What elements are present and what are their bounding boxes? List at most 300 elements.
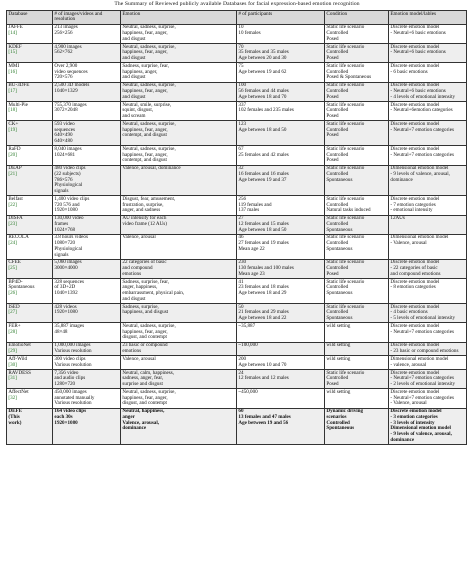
cell-line: Posed & Spontaneous: [326, 74, 372, 81]
cell-line: 3.8 hours videos: [54, 234, 88, 241]
table-body: [7, 24, 467, 444]
cell-line: 24: [238, 369, 244, 376]
cell-line: Discrete emotion model: [390, 388, 440, 395]
table-row: [7, 165, 467, 196]
database-name: EmotioNet: [8, 342, 31, 349]
cell-line: 21 females and 29 males: [238, 309, 289, 316]
cell-condition: [325, 44, 389, 63]
cell-condition: [325, 369, 389, 388]
cell-line: 12AUs: [390, 215, 405, 222]
cell-line: sequences: [54, 126, 76, 133]
cell-line: scenarios: [326, 413, 347, 420]
cell-line: Controlled: [326, 265, 349, 272]
cell-emotion: [121, 102, 237, 121]
table-header-row: [7, 11, 467, 25]
cell-line: 256×256: [54, 30, 73, 37]
cell-line: 23 females and 18 males: [238, 284, 289, 291]
cell-line: - 8 emotion categories: [390, 284, 436, 291]
cell-line: 3072×2048: [54, 107, 78, 114]
cell-emotion-model: [389, 196, 467, 215]
cell-line: Static life scenario: [326, 303, 365, 310]
cell-emotion-model: [389, 389, 467, 408]
database-name: DEFE: [8, 408, 22, 415]
cell-line: Static life scenario: [326, 369, 365, 376]
cell-line: 562×762: [54, 49, 73, 56]
header-images-videos: # of images/videos and resolution: [53, 11, 121, 25]
cell-emotion: [121, 63, 237, 82]
cell-line: Posed: [326, 113, 339, 119]
cell-participants: [237, 82, 325, 101]
citation-link[interactable]: [24]: [8, 240, 17, 247]
cell-line: Age between 18 and 70: [238, 93, 287, 100]
database-name: DEAP: [8, 165, 22, 172]
cell-emotion-model: [389, 63, 467, 82]
cell-line: Neutral, smile, surprise,: [122, 101, 172, 108]
citation-link[interactable]: [27]: [8, 309, 17, 316]
cell-database: [7, 215, 53, 234]
cell-condition: [325, 215, 389, 234]
cell-participants: [237, 234, 325, 259]
cell-participants: [237, 215, 325, 234]
cell-participants: [237, 24, 325, 43]
cell-line: Valence, arousal, dominance: [122, 165, 181, 172]
cell-line: Static life scenario: [326, 43, 365, 50]
table-row: [7, 234, 467, 259]
cell-line: Dimensional emotion model: [390, 165, 449, 172]
database-name: RAVDESS: [8, 369, 31, 376]
cell-emotion: [121, 389, 237, 408]
cell-line: Valence, arousal: [122, 355, 156, 362]
cell-line: - 9 levels of valence, arousal,: [390, 170, 450, 177]
cell-resolution: [53, 356, 121, 370]
cell-line: 1040×1329: [54, 88, 78, 94]
cell-line: 56 females and 44 males: [238, 88, 289, 94]
cell-line: 230: [238, 259, 247, 266]
cell-line: - 9 levels of valence, arousal,: [390, 430, 452, 437]
cell-line: - Neutral+7 emotion categories: [390, 394, 454, 401]
cell-line: - Neutral+6 basic emotions: [390, 30, 446, 37]
cell-line: annotated manually: [54, 394, 95, 401]
citation-link[interactable]: [16]: [8, 68, 17, 75]
cell-line: frames: [54, 220, 69, 227]
header-participants: # of participants: [237, 11, 325, 25]
database-name: DISFA: [8, 215, 23, 222]
cell-line: sadness, anger, fear,: [122, 375, 164, 382]
cell-line: and disgust: [122, 74, 146, 81]
cell-participants: [237, 304, 325, 323]
cell-line: 22 categories of basic: [122, 259, 167, 266]
cell-line: Static life scenario: [326, 82, 365, 89]
cell-line: - valence, arousal: [390, 361, 427, 368]
cell-line: Neutral, sadness, surprise,: [122, 120, 176, 127]
cell-participants: [237, 259, 325, 278]
cell-participants: [237, 102, 325, 121]
citation-link[interactable]: [21]: [8, 170, 17, 177]
cell-emotion-model: [389, 259, 467, 278]
cell-line: 12 females and 15 males: [238, 220, 289, 227]
cell-line: Controlled: [326, 284, 349, 291]
cell-line: - emotional intensity: [390, 207, 433, 214]
cell-line: Valence, arousal,: [122, 419, 160, 426]
cell-condition: [325, 24, 389, 43]
cell-emotion: [121, 234, 237, 259]
cell-database: [7, 279, 53, 304]
cell-line: 46: [238, 234, 244, 241]
cell-line: - Neutral+7 emotion categories: [390, 328, 454, 335]
table-row: [7, 369, 467, 388]
cell-line: 1920×1080: [54, 419, 78, 426]
cell-line: 755,370 images: [54, 101, 87, 108]
cell-line: 35,887 images: [54, 323, 85, 330]
cell-emotion: [121, 259, 237, 278]
cell-resolution: [53, 215, 121, 234]
cell-line: 32: [238, 165, 244, 172]
cell-line: Neutral, sadness, surprise,: [122, 43, 176, 50]
cell-line: 1080×720: [54, 240, 76, 247]
cell-line: Controlled: [326, 68, 349, 75]
cell-line: 60: [238, 408, 244, 415]
cell-emotion-model: [389, 146, 467, 165]
table-row: [7, 408, 467, 444]
cell-line: Age between 20 and 30: [238, 55, 287, 62]
cell-line: Sadness, surprise, fear,: [122, 278, 170, 285]
cell-line: dominance: [390, 176, 413, 183]
cell-line: Spontaneous: [326, 290, 353, 297]
cell-participants: [237, 323, 325, 342]
citation-link[interactable]: [25]: [8, 265, 17, 272]
cell-line: Posed: [326, 35, 339, 42]
citation-link[interactable]: [14]: [8, 30, 17, 37]
database-name: JAFFE: [8, 24, 23, 31]
table-row: [7, 102, 467, 121]
cell-line: Physiological: [54, 245, 83, 252]
cell-line: of 3D+2D: [54, 284, 76, 291]
cell-line: Static life scenario: [326, 101, 365, 108]
cell-line: AU intensity for each: [122, 215, 167, 222]
cell-line: Age between 19 and 56: [238, 419, 289, 426]
cell-line: frustration, surprise,: [122, 201, 164, 208]
cell-line: ~35,887: [238, 323, 256, 330]
cell-line: emotions: [122, 348, 142, 355]
cell-line: Age between 19 and 37: [238, 176, 287, 183]
cell-database: [7, 146, 53, 165]
cell-line: Posed: [326, 55, 339, 62]
cell-line: Age between 19 and 62: [238, 68, 287, 75]
cell-line: Static life scenario: [326, 195, 365, 202]
cell-line: Controlled: [326, 49, 349, 56]
cell-resolution: [53, 389, 121, 408]
cell-participants: [237, 196, 325, 215]
cell-participants: [237, 279, 325, 304]
cell-line: 8,040 images: [54, 145, 82, 152]
cell-line: Neutral, happiness,: [122, 408, 165, 415]
cell-line: happiness, fear, anger,: [122, 394, 168, 401]
cell-line: Mean age 23: [238, 270, 265, 277]
cell-line: happiness, fear, anger,: [122, 151, 168, 158]
citation-link[interactable]: [15]: [8, 49, 17, 56]
cell-line: Discrete emotion model: [390, 259, 440, 266]
cell-line: happiness, fear, anger,: [122, 88, 168, 94]
cell-line: disgust, and contempt: [122, 334, 167, 341]
citation-link[interactable]: [28]: [8, 328, 17, 335]
cell-line: wild setting: [326, 388, 351, 395]
cell-line: - 23 basic or compound emotions: [390, 348, 459, 355]
table-row: [7, 44, 467, 63]
cell-condition: [325, 259, 389, 278]
cell-line: Mean age 22: [238, 245, 265, 252]
cell-database: [7, 369, 53, 388]
cell-line: Controlled: [326, 30, 349, 37]
cell-line: Controlled: [326, 151, 349, 158]
cell-emotion-model: [389, 44, 467, 63]
cell-resolution: [53, 369, 121, 388]
cell-line: Discrete emotion model: [390, 303, 440, 310]
cell-line: wild setting: [326, 323, 351, 330]
cell-line: Static life scenario: [326, 145, 365, 152]
cell-condition: [325, 279, 389, 304]
cell-line: 50: [238, 303, 244, 310]
cell-condition: [325, 63, 389, 82]
cell-participants: [237, 44, 325, 63]
cell-resolution: [53, 234, 121, 259]
cell-line: dominance: [390, 436, 415, 443]
cell-line: 593 video: [54, 120, 75, 127]
cell-line: 25 females and 42 males: [238, 151, 289, 158]
cell-resolution: [53, 63, 121, 82]
cell-line: - 5 levels of emotional intensity: [390, 315, 456, 322]
citation-link[interactable]: [22]: [8, 201, 17, 208]
cell-emotion: [121, 323, 237, 342]
cell-emotion: [121, 165, 237, 196]
cell-line: - Neutral+7 emotion categories: [390, 151, 454, 158]
database-name: Belfast: [8, 195, 23, 202]
cell-line: Dimensional emotion model: [390, 355, 449, 362]
cell-line: - 7 emotion categories: [390, 201, 436, 208]
cell-line: each 30s: [54, 413, 73, 420]
cell-line: 337: [238, 101, 247, 108]
cell-line: Discrete emotion model: [390, 278, 440, 285]
cell-line: Controlled: [326, 220, 349, 227]
cell-line: 450,000 images: [54, 388, 87, 395]
table-row: [7, 196, 467, 215]
cell-condition: [325, 389, 389, 408]
cell-emotion: [121, 121, 237, 146]
cell-line: 1040×1392: [54, 290, 78, 297]
citation-link[interactable]: [17]: [8, 88, 17, 94]
cell-line: 300 video clips: [54, 355, 86, 362]
cell-line: 200: [238, 355, 247, 362]
database-name: (This: [8, 413, 20, 420]
cell-line: squint, disgust,: [122, 107, 154, 114]
cell-condition: [325, 165, 389, 196]
cell-database: [7, 389, 53, 408]
citation-link[interactable]: [20]: [8, 151, 17, 158]
cell-line: Posed: [326, 380, 339, 387]
database-name: ISED: [8, 303, 20, 310]
cell-emotion: [121, 369, 237, 388]
cell-line: signals: [54, 188, 69, 194]
cell-line: 119 females and: [238, 201, 272, 208]
cell-emotion: [121, 304, 237, 323]
cell-line: Static life scenario: [326, 165, 365, 172]
cell-line: - Valence, arousal: [390, 400, 427, 407]
cell-emotion-model: [389, 304, 467, 323]
citation-link[interactable]: [29]: [8, 348, 17, 355]
cell-line: Discrete emotion model: [390, 323, 440, 330]
cell-line: 428 videos: [54, 303, 77, 310]
cell-line: ~100,000: [238, 342, 258, 349]
database-name: BU-3DFE: [8, 82, 30, 89]
cell-line: 16 females and 16 males: [238, 170, 289, 177]
table-row: [7, 121, 467, 146]
cell-line: Static life scenario: [326, 278, 365, 285]
cell-resolution: [53, 279, 121, 304]
table-row: [7, 82, 467, 101]
cell-condition: [325, 102, 389, 121]
cell-line: anger: [122, 413, 135, 420]
citation-link[interactable]: [19]: [8, 126, 17, 133]
cell-line: 256: [238, 195, 247, 202]
cell-line: Dimensional emotion model: [390, 425, 451, 432]
cell-line: video frame (12 AUs): [122, 220, 167, 227]
cell-emotion-model: [389, 356, 467, 370]
database-name: RaFD: [8, 145, 21, 152]
cell-line: Discrete emotion model: [390, 82, 440, 89]
cell-line: 1280×720: [54, 380, 76, 387]
cell-line: 23 basic or compound: [122, 342, 168, 349]
database-name: Multi-Pie: [8, 101, 28, 108]
cell-line: happiness, fear, anger,: [122, 30, 168, 37]
cell-line: wild setting: [326, 355, 351, 362]
cell-database: [7, 121, 53, 146]
cell-line: Age between 10 and 70: [238, 361, 287, 368]
cell-participants: [237, 356, 325, 370]
citation-link[interactable]: [18]: [8, 107, 17, 114]
citation-link[interactable]: [31]: [8, 375, 17, 382]
table-row: [7, 215, 467, 234]
cell-line: 12 females and 12 males: [238, 375, 289, 382]
cell-condition: [325, 342, 389, 356]
cell-line: video sequences: [54, 68, 88, 75]
cell-emotion: [121, 342, 237, 356]
database-name: Aff-Wild: [8, 355, 28, 362]
cell-line: happiness, fear, anger,: [122, 49, 168, 56]
cell-line: Natural tasks induced: [326, 207, 371, 214]
cell-resolution: [53, 304, 121, 323]
cell-emotion-model: [389, 82, 467, 101]
cell-emotion: [121, 215, 237, 234]
citation-link[interactable]: [32]: [8, 394, 17, 401]
cell-emotion: [121, 146, 237, 165]
cell-database: [7, 356, 53, 370]
database-name: Spontaneous: [8, 284, 35, 291]
cell-line: - 4 levels of emotional intensity: [390, 93, 456, 100]
cell-emotion: [121, 24, 237, 43]
cell-emotion-model: [389, 165, 467, 196]
table-row: [7, 279, 467, 304]
cell-line: Static life scenario: [326, 215, 365, 222]
cell-line: Sadness, surprise,: [122, 303, 159, 310]
cell-emotion-model: [389, 342, 467, 356]
table-row: [7, 389, 467, 408]
cell-line: 35 females and 35 males: [238, 49, 289, 56]
cell-line: Posed: [326, 132, 339, 139]
cell-line: 123: [238, 120, 247, 127]
citation-link[interactable]: [30]: [8, 361, 17, 368]
cell-line: and disgust: [122, 35, 146, 42]
cell-line: Posed: [326, 270, 339, 277]
cell-line: Disgust, fear, amusement,: [122, 195, 176, 202]
cell-participants: [237, 389, 325, 408]
cell-condition: [325, 82, 389, 101]
cell-line: and disgust: [122, 295, 146, 302]
cell-line: 70: [238, 43, 244, 50]
cell-line: Discrete emotion model: [390, 120, 440, 127]
cell-database: [7, 63, 53, 82]
cell-line: Spontaneous: [326, 176, 353, 183]
cell-line: surprise and disgust: [122, 380, 163, 387]
cell-line: - Neutral+6 basic emotions: [390, 49, 446, 56]
cell-line: 720 576 and: [54, 201, 80, 208]
cell-line: Neutral, sadness, surprise,: [122, 24, 176, 31]
cell-line: Static life scenario: [326, 24, 365, 31]
cell-line: Controlled: [326, 419, 350, 426]
database-name: AffectNet: [8, 388, 29, 395]
cell-line: - 4 basic emotions: [390, 309, 428, 316]
cell-line: Controlled: [326, 309, 349, 316]
cell-line: Age between 18 and 29: [238, 290, 287, 297]
cell-line: 328 sequences: [54, 278, 84, 285]
cell-line: Physiological: [54, 182, 83, 189]
cell-line: embarrassment, physical pain,: [122, 290, 185, 297]
cell-database: [7, 342, 53, 356]
cell-condition: [325, 196, 389, 215]
cell-line: 1920×1080: [54, 309, 78, 316]
cell-emotion: [121, 356, 237, 370]
cell-emotion: [121, 279, 237, 304]
cell-database: [7, 24, 53, 43]
cell-line: Over 2,900: [54, 63, 78, 69]
cell-line: Discrete emotion model: [390, 342, 440, 349]
citation-link[interactable]: [26]: [8, 290, 17, 297]
cell-resolution: [53, 408, 121, 444]
cell-emotion: [121, 82, 237, 101]
database-name: MMI: [8, 63, 20, 69]
cell-line: and disgust: [122, 93, 146, 100]
cell-line: 13 females and 47 males: [238, 413, 291, 420]
table-row: [7, 146, 467, 165]
cell-line: Discrete emotion model: [390, 101, 440, 108]
table-caption: The Summary of Reviewed publicly available Databases for facial expression-based emotion recognition: [114, 1, 360, 7]
cell-line: - Neutral+7 emotion categories: [390, 126, 454, 133]
cell-emotion: [121, 196, 237, 215]
cell-emotion-model: [389, 369, 467, 388]
cell-emotion-model: [389, 121, 467, 146]
cell-line: 130,000 video: [54, 215, 84, 222]
cell-line: 4,900 images: [54, 43, 82, 50]
cell-line: Neutral, calm, happiness,: [122, 369, 175, 376]
citation-link[interactable]: [23]: [8, 220, 17, 227]
cell-line: Controlled: [326, 126, 349, 133]
cell-line: 720×576: [54, 74, 73, 81]
cell-participants: [237, 146, 325, 165]
cell-line: - 6 basic emotions: [390, 68, 428, 75]
database-name: RECOLA: [8, 234, 29, 241]
cell-resolution: [53, 196, 121, 215]
cell-line: anger, happiness,: [122, 284, 158, 291]
cell-line: emotions: [122, 270, 142, 277]
cell-line: Age between 18 and 50: [238, 226, 287, 233]
